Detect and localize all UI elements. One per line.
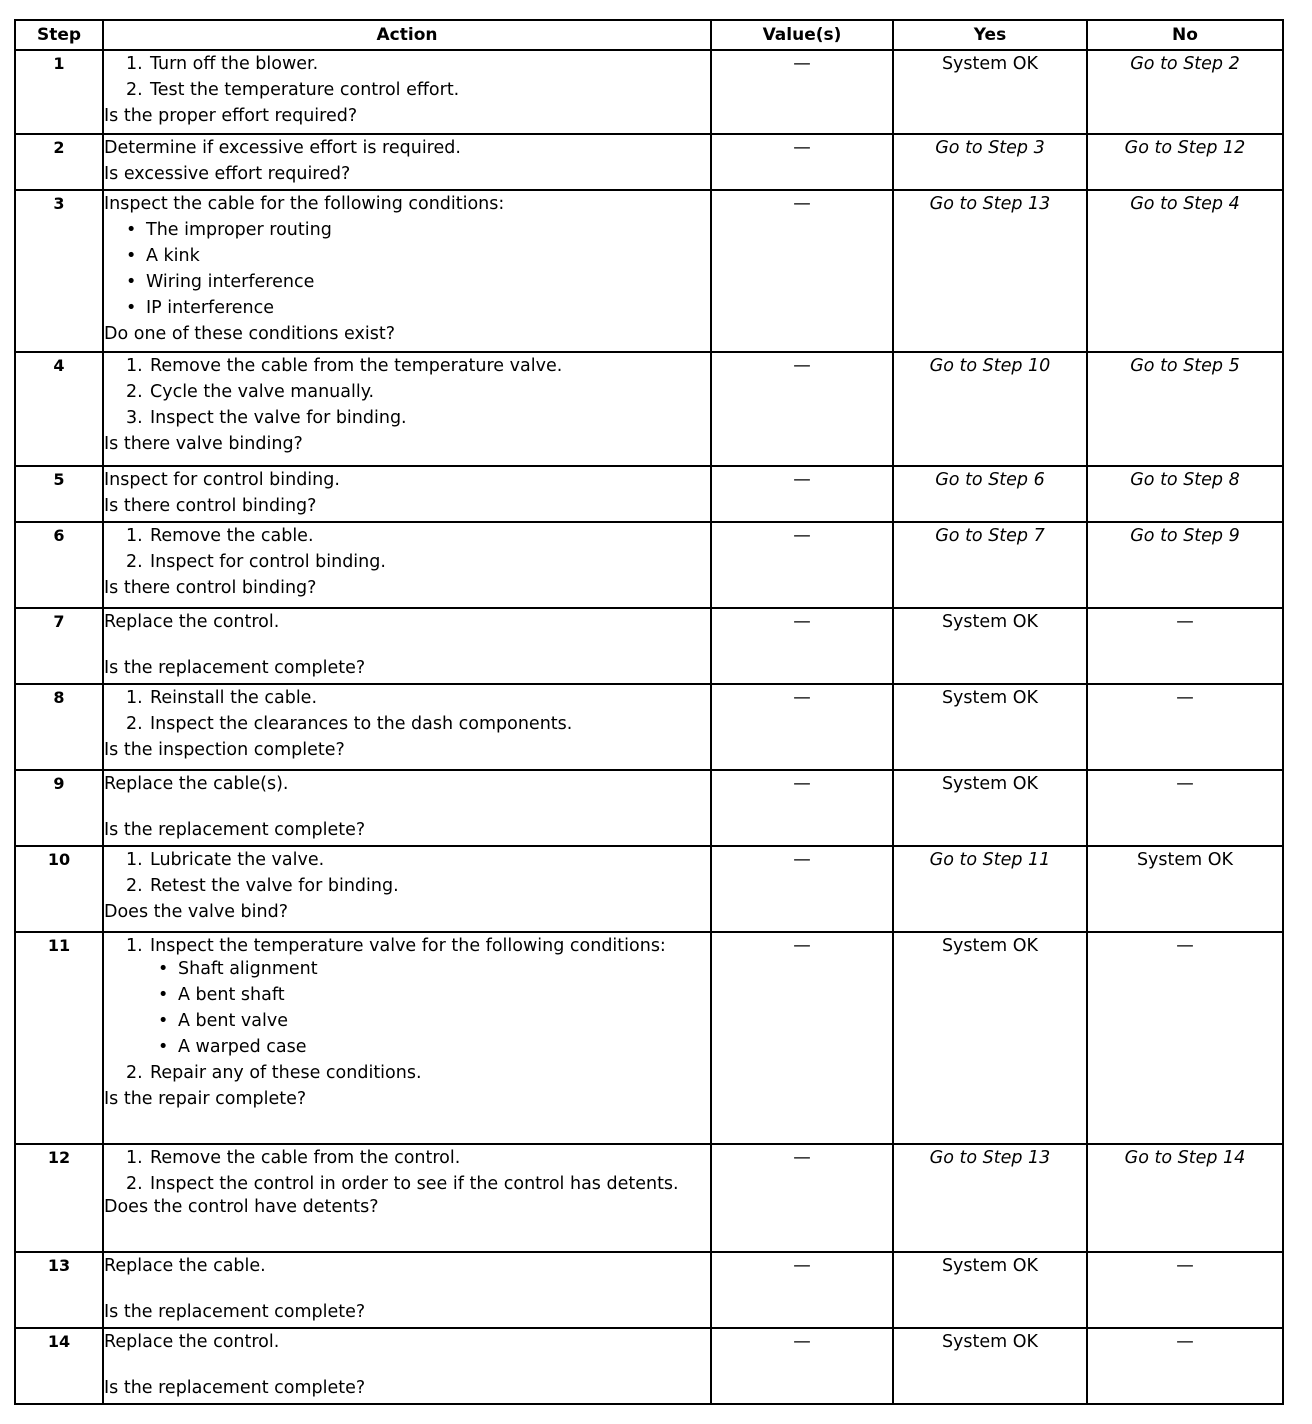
condition-list (150, 956, 710, 1060)
action-list (104, 353, 710, 431)
step-number: 3 (15, 190, 103, 352)
no-cell: — (1087, 1252, 1283, 1328)
yes-cell: System OK (893, 50, 1087, 134)
header-action: Action (103, 20, 711, 50)
action-question: Does the control have detents? (104, 1197, 379, 1217)
header-no: No (1087, 20, 1283, 50)
value-cell: — (711, 608, 893, 684)
action-text: Replace the control. (104, 1332, 280, 1352)
action-text: Inspect the cable for the following conditions: (104, 194, 505, 214)
table-row (15, 1252, 1283, 1328)
action-question: Is the replacement complete? (104, 658, 366, 678)
no-cell: — (1087, 608, 1283, 684)
no-cell: — (1087, 932, 1283, 1144)
no-cell: Go to Step 12 (1087, 134, 1283, 190)
list-item: 2. Inspect the control in order to see if the control has detents. (126, 1174, 679, 1194)
step-number: 13 (15, 1252, 103, 1328)
action-cell (103, 50, 711, 134)
value-cell: — (711, 522, 893, 608)
action-cell (103, 1144, 711, 1252)
yes-cell: Go to Step 10 (893, 352, 1087, 466)
action-question: Is the repair complete? (104, 1089, 307, 1109)
action-text: Replace the cable(s). (104, 774, 289, 794)
action-question: Do one of these conditions exist? (104, 324, 396, 344)
list-item: 1. Inspect the temperature valve for the following conditions: • Shaft alignment • A bent shaft • A bent valve • A warped case (126, 933, 710, 1060)
yes-cell: Go to Step 13 (893, 190, 1087, 352)
yes-cell: System OK (893, 608, 1087, 684)
action-cell (103, 190, 711, 352)
table-row (15, 352, 1283, 466)
list-item: 2. Inspect for control binding. (126, 552, 386, 572)
no-cell: — (1087, 770, 1283, 846)
list-item: • IP interference (126, 295, 710, 321)
table-row (15, 1328, 1283, 1404)
table-row (15, 466, 1283, 522)
step-number: 8 (15, 684, 103, 770)
value-cell: — (711, 1252, 893, 1328)
list-item: • A bent valve (158, 1008, 710, 1034)
action-cell (103, 352, 711, 466)
action-text: Replace the control. (104, 612, 280, 632)
list-item: 2. Cycle the valve manually. (126, 382, 375, 402)
value-cell: — (711, 50, 893, 134)
action-cell (103, 684, 711, 770)
header-row (15, 20, 1283, 50)
list-item: • A bent shaft (158, 982, 710, 1008)
step-number: 2 (15, 134, 103, 190)
action-list (104, 933, 710, 1086)
no-cell: System OK (1087, 846, 1283, 932)
action-cell (103, 608, 711, 684)
table-row (15, 134, 1283, 190)
no-cell: Go to Step 9 (1087, 522, 1283, 608)
condition-list (104, 217, 710, 321)
no-cell: Go to Step 8 (1087, 466, 1283, 522)
list-item: • Shaft alignment (158, 956, 710, 982)
step-number: 14 (15, 1328, 103, 1404)
value-cell: — (711, 134, 893, 190)
no-cell: Go to Step 4 (1087, 190, 1283, 352)
value-cell: — (711, 932, 893, 1144)
value-cell: — (711, 770, 893, 846)
table-row (15, 50, 1283, 134)
action-question: Is the inspection complete? (104, 740, 345, 760)
yes-cell: System OK (893, 684, 1087, 770)
step-number: 6 (15, 522, 103, 608)
no-cell: Go to Step 2 (1087, 50, 1283, 134)
table-row (15, 190, 1283, 352)
action-cell (103, 932, 711, 1144)
action-question: Is there control binding? (104, 496, 317, 516)
list-item: • A warped case (158, 1034, 710, 1060)
value-cell: — (711, 684, 893, 770)
action-question: Is the replacement complete? (104, 1302, 366, 1322)
list-item: 2. Test the temperature control effort. (126, 80, 460, 100)
step-number: 10 (15, 846, 103, 932)
step-number: 1 (15, 50, 103, 134)
no-cell: — (1087, 684, 1283, 770)
yes-cell: Go to Step 13 (893, 1144, 1087, 1252)
action-question: Is the proper effort required? (104, 106, 358, 126)
action-cell (103, 1252, 711, 1328)
table-row (15, 684, 1283, 770)
action-cell (103, 466, 711, 522)
list-item: 1. Reinstall the cable. (126, 688, 318, 708)
header-values: Value(s) (711, 20, 893, 50)
list-item: • The improper routing (126, 217, 710, 243)
step-number: 11 (15, 932, 103, 1144)
header-step: Step (15, 20, 103, 50)
action-list (104, 51, 710, 103)
action-list (104, 847, 710, 899)
table-row (15, 846, 1283, 932)
action-cell (103, 1328, 711, 1404)
diagnostic-table (14, 19, 1284, 1405)
action-list (104, 1145, 710, 1194)
yes-cell: System OK (893, 932, 1087, 1144)
action-cell (103, 770, 711, 846)
yes-cell: System OK (893, 770, 1087, 846)
value-cell: — (711, 846, 893, 932)
value-cell: — (711, 466, 893, 522)
table-row (15, 932, 1283, 1144)
step-number: 4 (15, 352, 103, 466)
step-number: 9 (15, 770, 103, 846)
value-cell: — (711, 1328, 893, 1404)
yes-cell: Go to Step 11 (893, 846, 1087, 932)
action-list (104, 685, 710, 737)
action-question: Is excessive effort required? (104, 164, 351, 184)
action-text: Determine if excessive effort is required. (104, 138, 461, 158)
action-question: Does the valve bind? (104, 902, 288, 922)
yes-cell: System OK (893, 1252, 1087, 1328)
list-item: 1. Remove the cable from the control. (126, 1148, 461, 1168)
yes-cell: Go to Step 6 (893, 466, 1087, 522)
action-text: Replace the cable. (104, 1256, 266, 1276)
no-cell: — (1087, 1328, 1283, 1404)
value-cell: — (711, 190, 893, 352)
list-item: • A kink (126, 243, 710, 269)
list-item: 2. Repair any of these conditions. (126, 1063, 422, 1083)
list-item: 1. Remove the cable. (126, 526, 314, 546)
action-question: Is the replacement complete? (104, 820, 366, 840)
list-item: 3. Inspect the valve for binding. (126, 408, 407, 428)
list-item: 1. Turn off the blower. (126, 54, 319, 74)
action-list (104, 523, 710, 575)
step-number: 7 (15, 608, 103, 684)
action-question: Is there valve binding? (104, 434, 303, 454)
no-cell: Go to Step 14 (1087, 1144, 1283, 1252)
list-item: 2. Retest the valve for binding. (126, 876, 399, 896)
step-number: 5 (15, 466, 103, 522)
action-cell (103, 522, 711, 608)
action-text: Inspect for control binding. (104, 470, 340, 490)
header-yes: Yes (893, 20, 1087, 50)
value-cell: — (711, 352, 893, 466)
action-cell (103, 134, 711, 190)
action-cell (103, 846, 711, 932)
action-question: Is the replacement complete? (104, 1378, 366, 1398)
list-item: 2. Inspect the clearances to the dash components. (126, 714, 573, 734)
action-question: Is there control binding? (104, 578, 317, 598)
list-item: 1. Remove the cable from the temperature valve. (126, 356, 563, 376)
yes-cell: Go to Step 7 (893, 522, 1087, 608)
table-row (15, 522, 1283, 608)
list-item: • Wiring interference (126, 269, 710, 295)
table-row (15, 770, 1283, 846)
table-row (15, 1144, 1283, 1252)
value-cell: — (711, 1144, 893, 1252)
yes-cell: System OK (893, 1328, 1087, 1404)
yes-cell: Go to Step 3 (893, 134, 1087, 190)
step-number: 12 (15, 1144, 103, 1252)
table-row (15, 608, 1283, 684)
list-item: 1. Lubricate the valve. (126, 850, 325, 870)
no-cell: Go to Step 5 (1087, 352, 1283, 466)
